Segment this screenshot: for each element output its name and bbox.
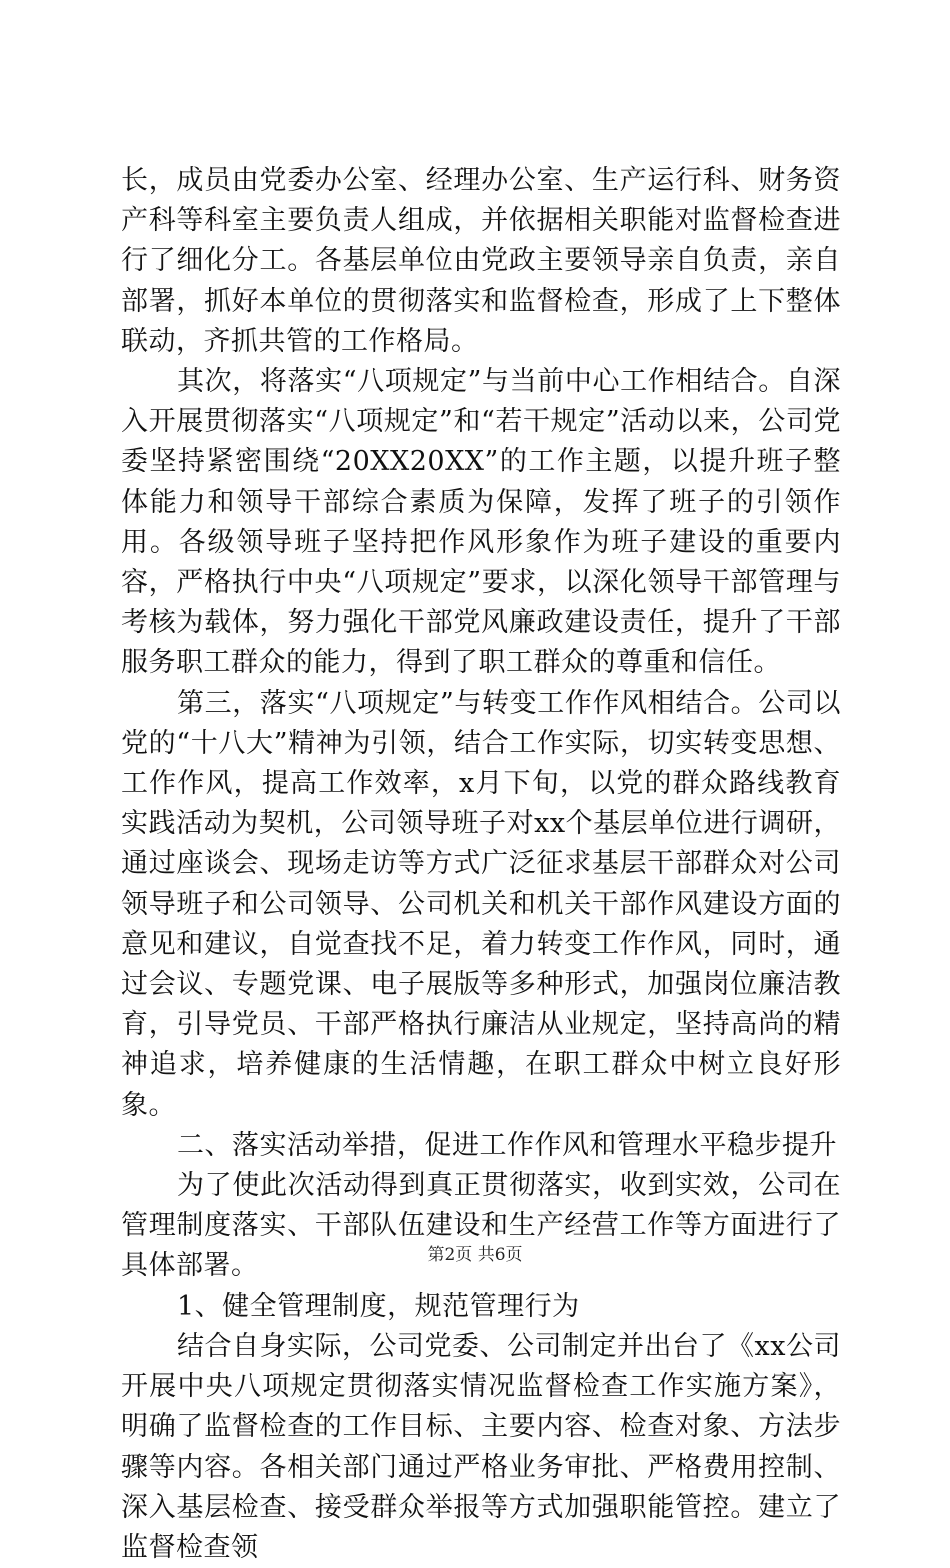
- subsection-heading: 1、健全管理制度，规范管理行为: [177, 1290, 580, 1322]
- paragraph-section-intro: 为了使此次活动得到真正贯彻落实，收到实效，公司在管理制度落实、干部队伍建设和生产经营工作等方面进行了具体部署。: [121, 1170, 841, 1282]
- document-body: [121, 161, 841, 1568]
- paragraph-management-system: 结合自身实际，公司党委、公司制定并出台了《xx公司开展中央八项规定贯彻落实情况监督检查工作实施方案》，明确了监督检查的工作目标、主要内容、检查对象、方法步骤等内容。各相关部门通过严格业务审批、严格费用控制、深入基层检查、接受群众举报等方式加强职能管控。建立了监督检查领: [121, 1330, 841, 1563]
- page-footer: 第2页 共6页: [427, 1245, 523, 1265]
- paragraph-second-point: 其次，将落实“八项规定”与当前中心工作相结合。自深入开展贯彻落实“八项规定”和“若干规定”活动以来，公司党委坚持紧密围绕“20XX20XX”的工作主题，以提升班子整体能力和领导干部综合素质为保障，发挥了班子的引领作用。各级领导班子坚持把作风形象作为班子建设的重要内容，严格执行中央“八项规定”要求，以深化领导干部管理与考核为载体，努力强化干部党风廉政建设责任，提升了干部服务职工群众的能力，得到了职工群众的尊重和信任。: [121, 366, 841, 679]
- paragraph-continuation: 长，成员由党委办公室、经理办公室、生产运行科、财务资产科等科室主要负责人组成，并依据相关职能对监督检查进行了细化分工。各基层单位由党政主要领导亲自负责，亲自部署，抓好本单位的贯彻落实和监督检查，形成了上下整体联动，齐抓共管的工作格局。: [121, 165, 841, 357]
- section-heading: 二、落实活动举措，促进工作作风和管理水平稳步提升: [177, 1129, 837, 1161]
- paragraph-third-point: 第三，落实“八项规定”与转变工作作风相结合。公司以党的“十八大”精神为引领，结合工作实际，切实转变思想、工作作风，提高工作效率，x月下旬，以党的群众路线教育实践活动为契机，公司领导班子对xx个基层单位进行调研，通过座谈会、现场走访等方式广泛征求基层干部群众对公司领导班子和公司领导、公司机关和机关干部作风建设方面的意见和建议，自觉查找不足，着力转变工作作风，同时，通过会议、专题党课、电子展版等多种形式，加强岗位廉洁教育，引导党员、干部严格执行廉洁从业规定，坚持高尚的精神追求，培养健康的生活情趣，在职工群众中树立良好形象。: [121, 687, 841, 1121]
